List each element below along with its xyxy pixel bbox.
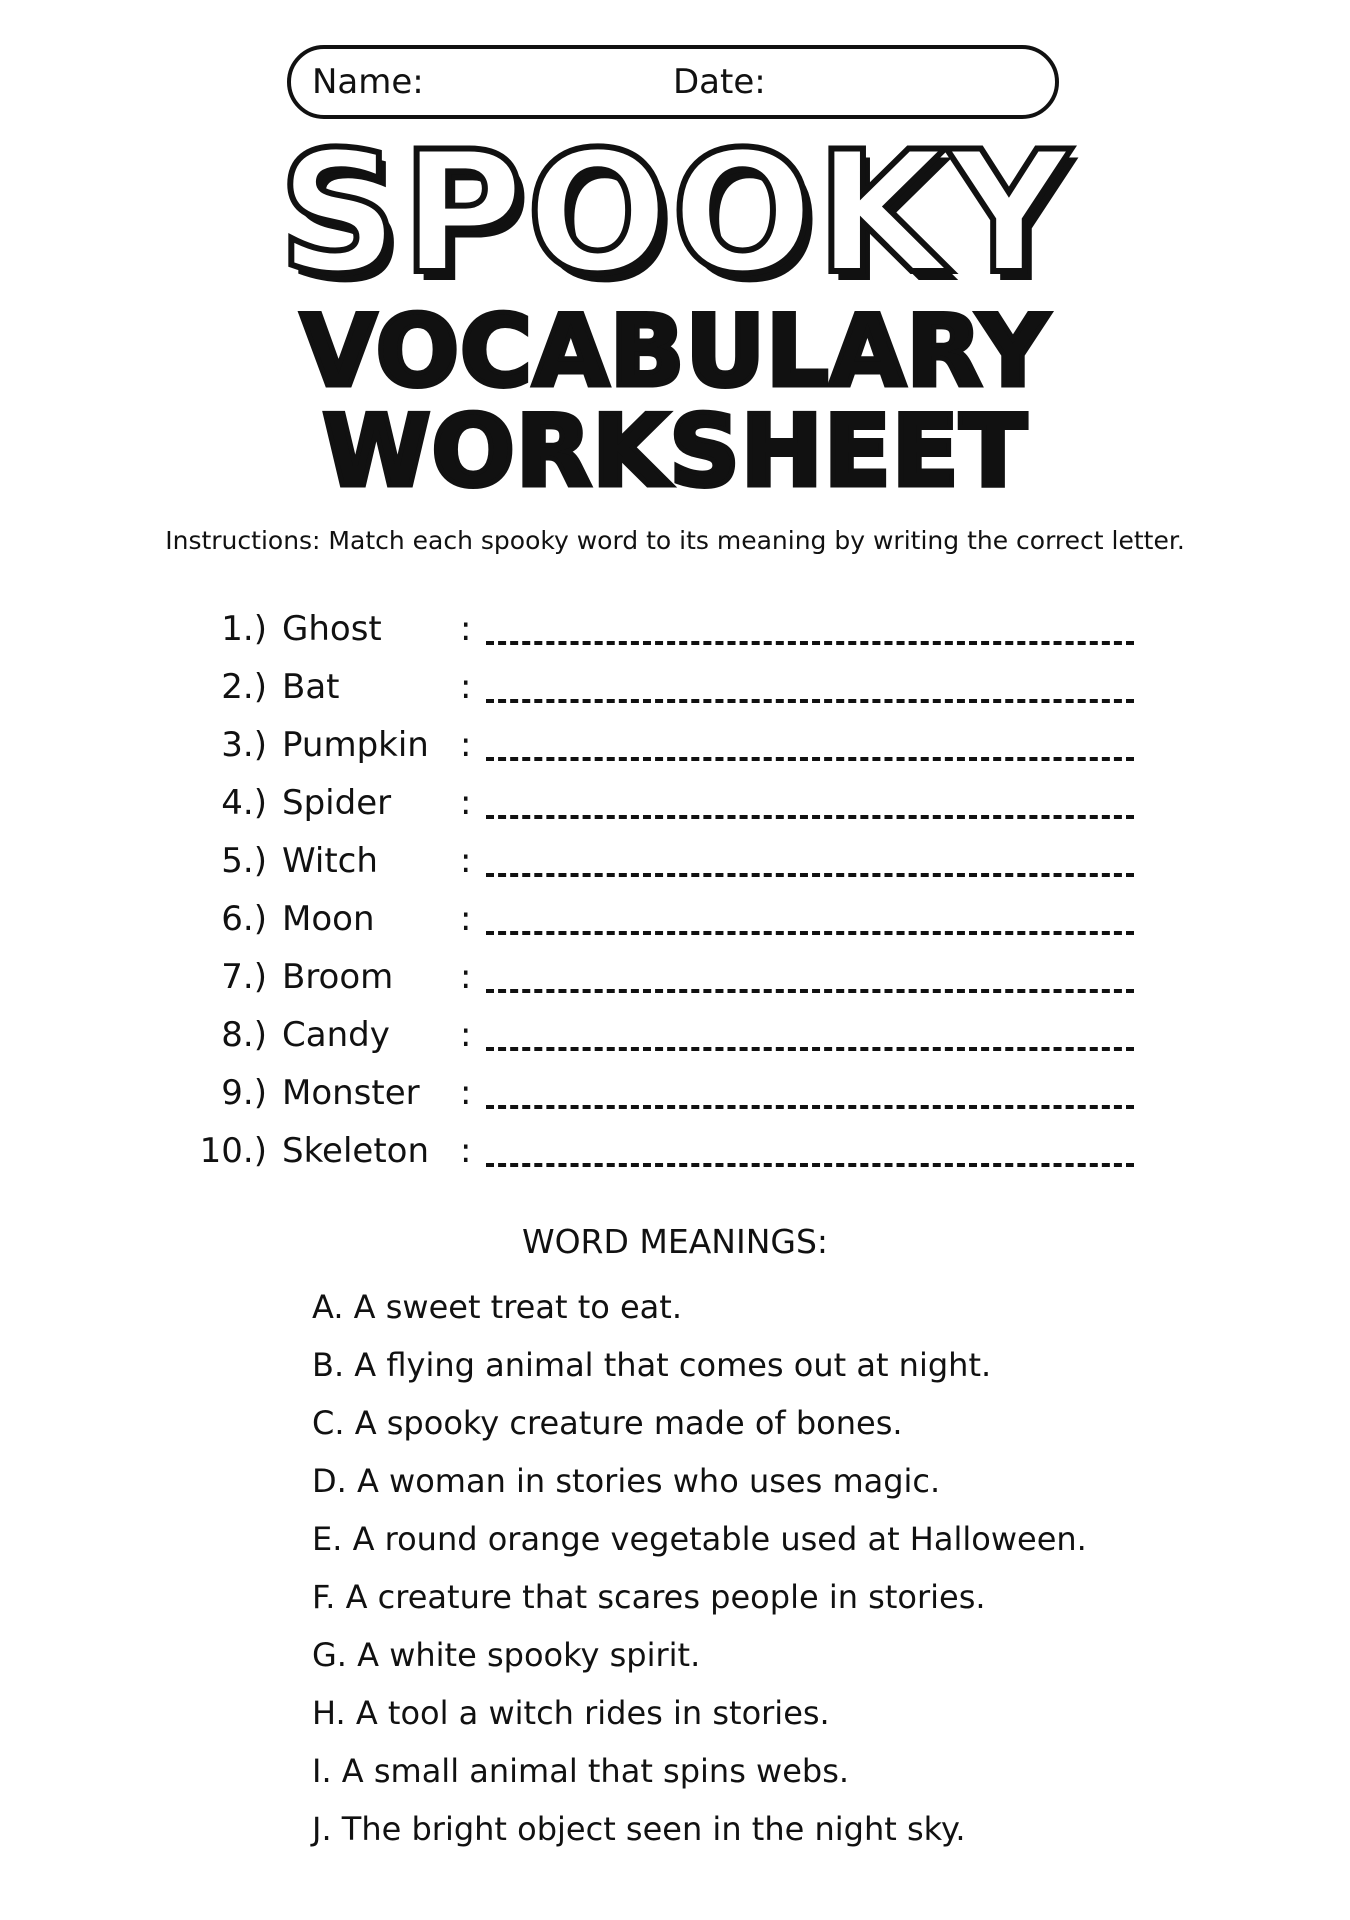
meaning-item: J. The bright object seen in the night sky. (312, 1810, 966, 1848)
word-colon: : (460, 725, 472, 765)
word-number: 10.) (199, 1131, 267, 1171)
word-row (0, 721, 1350, 779)
word-row (0, 1069, 1350, 1127)
word-label: Broom (282, 957, 394, 997)
word-number: 9.) (221, 1073, 267, 1113)
word-colon: : (460, 609, 472, 649)
word-number: 3.) (221, 725, 267, 765)
meaning-item: C. A spooky creature made of bones. (312, 1404, 903, 1442)
meaning-list (312, 1283, 1087, 1863)
answer-blank (486, 1105, 1134, 1109)
word-label: Witch (282, 841, 378, 881)
meaning-item: D. A woman in stories who uses magic. (312, 1462, 941, 1500)
answer-blank (486, 931, 1134, 935)
meaning-item: G. A white spooky spirit. (312, 1636, 701, 1674)
word-label: Ghost (282, 609, 382, 649)
word-row (0, 895, 1350, 953)
word-label: Monster (282, 1073, 420, 1113)
word-label: Bat (282, 667, 340, 707)
word-number: 2.) (221, 667, 267, 707)
meaning-item: B. A flying animal that comes out at night. (312, 1346, 992, 1384)
word-meanings-heading: WORD MEANINGS: (521, 1222, 829, 1261)
answer-blank (486, 1163, 1134, 1167)
word-number: 1.) (221, 609, 267, 649)
name-label: Name: (312, 62, 424, 102)
word-colon: : (460, 899, 472, 939)
meaning-item: H. A tool a witch rides in stories. (312, 1694, 830, 1732)
word-label: Candy (282, 1015, 390, 1055)
word-number: 5.) (221, 841, 267, 881)
word-label: Skeleton (282, 1131, 430, 1171)
answer-blank (486, 699, 1134, 703)
meaning-item: I. A small animal that spins webs. (312, 1752, 850, 1790)
word-colon: : (460, 957, 472, 997)
answer-blank (486, 641, 1134, 645)
word-colon: : (460, 1131, 472, 1171)
meaning-item: A. A sweet treat to eat. (312, 1288, 682, 1326)
word-colon: : (460, 1015, 472, 1055)
word-row (0, 953, 1350, 1011)
word-row (0, 779, 1350, 837)
word-row (0, 663, 1350, 721)
answer-blank (486, 1047, 1134, 1051)
answer-blank (486, 989, 1134, 993)
word-number: 4.) (221, 783, 267, 823)
word-colon: : (460, 1073, 472, 1113)
title-vocabulary: VOCABULARY (300, 295, 1050, 409)
word-colon: : (460, 841, 472, 881)
answer-blank (486, 757, 1134, 761)
word-label: Spider (282, 783, 392, 823)
name-date-box (287, 45, 1059, 119)
word-colon: : (460, 667, 472, 707)
meaning-item: E. A round orange vegetable used at Halloween. (312, 1520, 1087, 1558)
word-row (0, 1127, 1350, 1185)
word-row (0, 605, 1350, 663)
word-number: 6.) (221, 899, 267, 939)
word-number: 7.) (221, 957, 267, 997)
word-row (0, 1011, 1350, 1069)
word-list (0, 605, 1350, 1185)
word-number: 8.) (221, 1015, 267, 1055)
word-colon: : (460, 783, 472, 823)
word-label: Pumpkin (282, 725, 429, 765)
answer-blank (486, 815, 1134, 819)
instructions-text: Instructions: Match each spooky word to its meaning by writing the correct letter. (165, 526, 1185, 555)
date-label: Date: (673, 62, 766, 102)
title-worksheet: WORKSHEET (322, 395, 1028, 509)
word-row (0, 837, 1350, 895)
word-label: Moon (282, 899, 375, 939)
title-spooky: SPOOKY (278, 115, 1072, 311)
answer-blank (486, 873, 1134, 877)
meaning-item: F. A creature that scares people in stories. (312, 1578, 986, 1616)
